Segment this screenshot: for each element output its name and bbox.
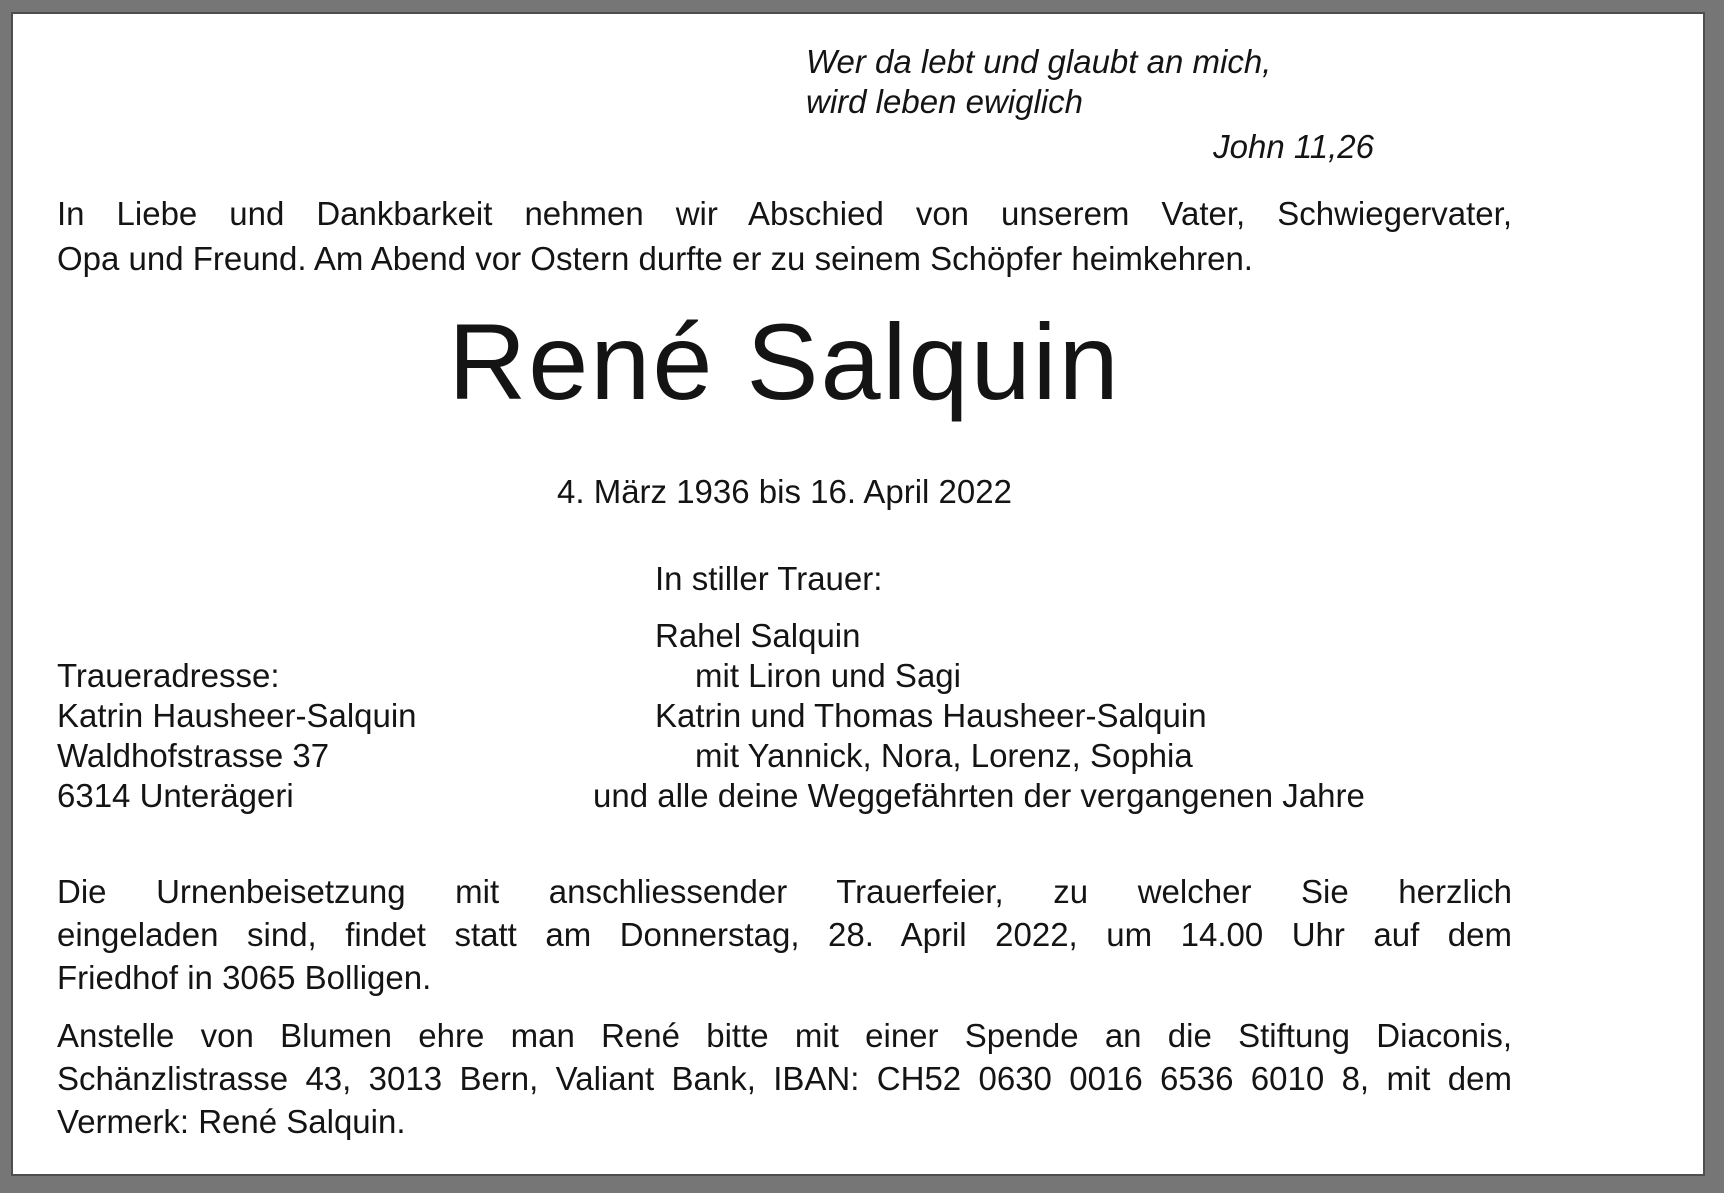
- mourner-entry: mit Liron und Sagi: [695, 657, 961, 694]
- quote-attribution: John 11,26: [1213, 128, 1374, 165]
- mourning-heading: In stiller Trauer:: [655, 560, 883, 597]
- mourning-address-label: Traueradresse:: [57, 657, 280, 694]
- life-dates: 4. März 1936 bis 16. April 2022: [557, 473, 1012, 510]
- mourning-address-line: Katrin Hausheer-Salquin: [57, 697, 417, 734]
- donation-paragraph: [57, 1014, 1512, 1143]
- quote-line-2: wird leben ewiglich: [806, 83, 1083, 120]
- mourning-address-line: Waldhofstrasse 37: [57, 737, 330, 774]
- mourner-entry: mit Yannick, Nora, Lorenz, Sophia: [695, 737, 1193, 774]
- scripture-quote: [806, 42, 1374, 167]
- donation-line-1: Anstelle von Blumen ehre man René bitte mit einer Spende an die Stiftung Diaconis,: [57, 1017, 1512, 1054]
- mourner-entry: und alle deine Weggefährten der vergangenen Jahre: [593, 777, 1365, 814]
- deceased-name: René Salquin: [448, 301, 1121, 422]
- donation-line-3: Vermerk: René Salquin.: [57, 1103, 406, 1140]
- funeral-line-1: Die Urnenbeisetzung mit anschliessender Trauerfeier, zu welcher Sie herzlich: [57, 873, 1512, 910]
- mourner-entry: Katrin und Thomas Hausheer-Salquin: [655, 697, 1207, 734]
- intro-line-1: In Liebe und Dankbarkeit nehmen wir Abschied von unserem Vater, Schwiegervater,: [57, 195, 1512, 232]
- mourners-section: [57, 559, 1512, 816]
- funeral-line-2: eingeladen sind, findet statt am Donnerstag, 28. April 2022, um 14.00 Uhr auf dem: [57, 916, 1512, 953]
- mourning-address-line: 6314 Unterägeri: [57, 777, 294, 814]
- mourner-entry: Rahel Salquin: [655, 617, 861, 654]
- mourning-address: [57, 656, 417, 816]
- funeral-paragraph: [57, 870, 1512, 999]
- obituary-page: [11, 12, 1705, 1176]
- intro-paragraph: [57, 191, 1512, 281]
- intro-line-2: Opa und Freund. Am Abend vor Ostern durfte er zu seinem Schöpfer heimkehren.: [57, 240, 1253, 277]
- donation-line-2: Schänzlistrasse 43, 3013 Bern, Valiant Bank, IBAN: CH52 0630 0016 6536 6010 8, mit dem: [57, 1060, 1512, 1097]
- quote-line-1: Wer da lebt und glaubt an mich,: [806, 43, 1272, 80]
- funeral-line-3: Friedhof in 3065 Bolligen.: [57, 959, 432, 996]
